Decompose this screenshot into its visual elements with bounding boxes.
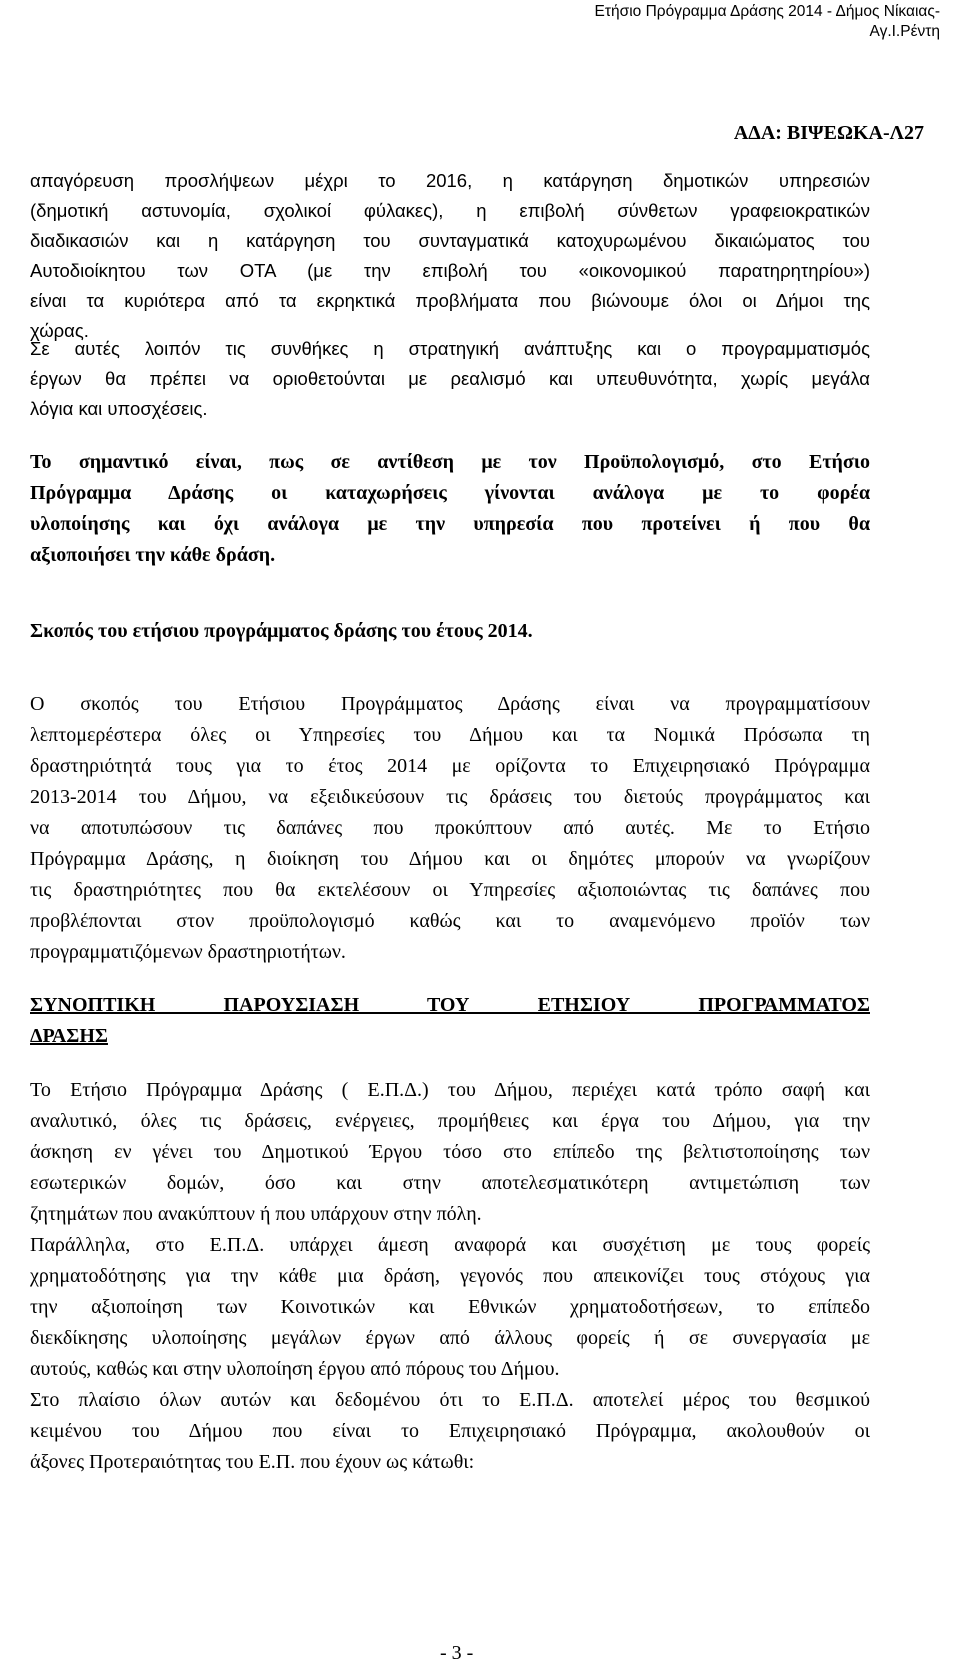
ada-code: ΑΔΑ: ΒΙΨΕΩΚΑ-Λ27	[733, 122, 924, 144]
text-line: αυτούς, καθώς και στην υλοποίηση έργου από πόρους του Δήμου.	[30, 1358, 560, 1380]
text-line: λόγια και υποσχέσεις.	[30, 398, 208, 419]
text-line: είναι τα κυριότερα από τα εκρηκτικά προβλήματα που βιώνουμε όλοι οι Δήμοι της	[30, 290, 870, 311]
text-line: τις δραστηριότητες που θα εκτελέσουν οι Υπηρεσίες αξιοποιώντας τις δαπάνες που	[30, 879, 870, 901]
text-line: κειμένου του Δήμου που είναι το Επιχειρησιακό Πρόγραμμα, ακολουθούν οι	[30, 1420, 870, 1442]
text-line: αναλυτικό, όλες τις δράσεις, ενέργειες, προμήθειες και έργα του Δήμου, για την	[30, 1110, 870, 1132]
text-line: Πρόγραμμα Δράσης, η διοίκηση του Δήμου και οι δημότες μπορούν να γνωρίζουν	[30, 848, 870, 870]
text-line: χώρας.	[30, 320, 89, 341]
paragraph-7	[30, 1385, 870, 1478]
paragraph-3	[30, 447, 870, 571]
text-line: Στο πλαίσιο όλων αυτών και δεδομένου ότι το Ε.Π.Δ. αποτελεί μέρος του θεσμικού	[30, 1389, 870, 1411]
text-line: Πρόγραμμα Δράσης οι καταχωρήσεις γίνονται ανάλογα με το φορέα	[30, 482, 870, 504]
text-line: ζητημάτων που ανακύπτουν ή που υπάρχουν στην πόλη.	[30, 1203, 482, 1225]
section-heading	[30, 990, 870, 1052]
subheading	[30, 616, 870, 647]
heading-line: ΣΥΝΟΠΤΙΚΗ ΠΑΡΟΥΣΙΑΣΗ ΤΟΥ ΕΤΗΣΙΟΥ ΠΡΟΓΡΑΜΜΑΤΟΣ	[30, 994, 870, 1016]
subheading-text: Σκοπός του ετήσιου προγράμματος δράσης του έτους 2014.	[30, 620, 533, 642]
text-line: Αυτοδιοίκητου των ΟΤΑ (με την επιβολή του «οικονομικού παρατηρητηρίου»)	[30, 260, 870, 281]
text-line: λεπτομερέστερα όλες οι Υπηρεσίες του Δήμου και τα Νομικά Πρόσωπα τη	[30, 724, 870, 746]
text-line: έργων θα πρέπει να οριοθετούνται με ρεαλισμό και υπευθυνότητα, χωρίς μεγάλα	[30, 368, 870, 389]
header-title-line1: Ετήσιο Πρόγραμμα Δράσης 2014 - Δήμος Νίκαιας-	[594, 3, 940, 20]
text-line: χρηματοδότησης για την κάθε μια δράση, γεγονός που απεικονίζει τους στόχους για	[30, 1265, 870, 1287]
text-line: απαγόρευση προσλήψεων μέχρι το 2016, η κατάργηση δημοτικών υπηρεσιών	[30, 170, 870, 191]
page-number: - 3 -	[440, 1642, 474, 1664]
text-line: Ο σκοπός του Ετήσιου Προγράμματος Δράσης είναι να προγραμματίσουν	[30, 693, 870, 715]
text-line: διεκδίκησης υλοποίησης μεγάλων έργων από άλλους φορείς ή σε συνεργασία με	[30, 1327, 870, 1349]
heading-line: ΔΡΑΣΗΣ	[30, 1025, 108, 1047]
paragraph-4	[30, 689, 870, 968]
text-line: να αποτυπώσουν τις δαπάνες που προκύπτουν από αυτές. Με το Ετήσιο	[30, 817, 870, 839]
text-line: (δημοτική αστυνομία, σχολικοί φύλακες), η επιβολή σύνθετων γραφειοκρατικών	[30, 200, 870, 221]
text-line: Παράλληλα, στο Ε.Π.Δ. υπάρχει άμεση αναφορά και συσχέτιση με τους φορείς	[30, 1234, 870, 1256]
header-title-line2: Αγ.Ι.Ρέντη	[869, 23, 940, 40]
text-line: Το Ετήσιο Πρόγραμμα Δράσης ( Ε.Π.Δ.) του Δήμου, περιέχει κατά τρόπο σαφή και	[30, 1079, 870, 1101]
text-line: αξιοποιήσει την κάθε δράση.	[30, 544, 276, 566]
text-line: εσωτερικών δομών, όσο και στην αποτελεσματικότερη αντιμετώπιση των	[30, 1172, 870, 1194]
text-line: υλοποίησης και όχι ανάλογα με την υπηρεσία που προτείνει ή που θα	[30, 513, 870, 535]
text-line: Το σημαντικό είναι, πως σε αντίθεση με τον Προϋπολογισμό, στο Ετήσιο	[30, 451, 870, 473]
text-line: Σε αυτές λοιπόν τις συνθήκες η στρατηγική ανάπτυξης και ο προγραμματισμός	[30, 338, 870, 359]
paragraph-5	[30, 1075, 870, 1230]
text-line: δραστηριότητά τους για το έτος 2014 με ορίζοντα το Επιχειρησιακό Πρόγραμμα	[30, 755, 870, 777]
paragraph-6	[30, 1230, 870, 1385]
text-line: προγραμματιζόμενων δραστηριοτήτων.	[30, 941, 346, 963]
text-line: άξονες Προτεραιότητας του Ε.Π. που έχουν ως κάτωθι:	[30, 1451, 475, 1473]
page-header	[560, 2, 940, 42]
text-line: προβλέπονται στον προϋπολογισμό καθώς και το αναμενόμενο προϊόν των	[30, 910, 870, 932]
paragraph-1	[30, 166, 870, 346]
text-line: την αξιοποίηση των Κοινοτικών και Εθνικών χρηματοδοτήσεων, το επίπεδο	[30, 1296, 870, 1318]
paragraph-2	[30, 334, 870, 424]
text-line: άσκηση εν γένει του Δημοτικού Έργου τόσο στο επίπεδο της βελτιστοποίησης των	[30, 1141, 870, 1163]
text-line: διαδικασιών και η κατάργηση του συνταγματικά κατοχυρωμένου δικαιώματος του	[30, 230, 870, 251]
text-line: 2013-2014 του Δήμου, να εξειδικεύσουν τις δράσεις του διετούς προγράμματος και	[30, 786, 870, 808]
